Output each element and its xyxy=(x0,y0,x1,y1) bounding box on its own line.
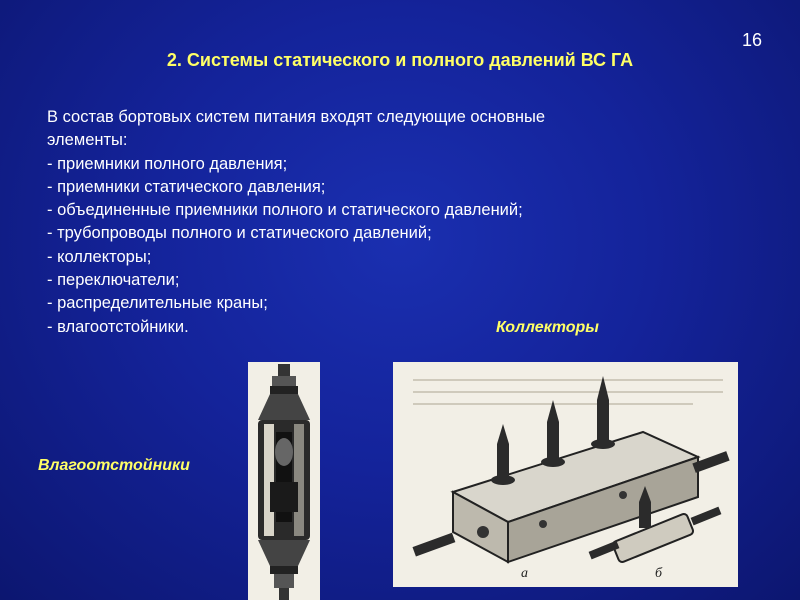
list-item-full-pressure-receivers: - приемники полного давления; xyxy=(47,154,288,173)
caption-collectors: Коллекторы xyxy=(496,319,599,336)
slide-title: 2. Системы статического и полного давлений ВС ГА xyxy=(166,50,634,70)
list-item-switches: - переключатели; xyxy=(47,271,180,290)
body-line-intro: В состав бортовых систем питания входят следующие основные xyxy=(47,108,546,126)
list-item-combined-receivers: - объединенные приемники полного и статического давлений; xyxy=(47,201,523,220)
list-item-pipelines: - трубопроводы полного и статического давлений; xyxy=(47,224,432,243)
caption-water-traps: Влагоотстойники xyxy=(38,457,190,474)
water-trap-illustration xyxy=(248,362,320,600)
collectors-drawing xyxy=(393,362,738,587)
list-item-static-pressure-receivers: - приемники статического давления; xyxy=(47,177,326,196)
body-line-intro-cont: элементы: xyxy=(47,131,128,150)
list-item-distribution-valves: - распределительные краны; xyxy=(47,294,268,313)
figure-label-a: а xyxy=(521,566,528,581)
body-text xyxy=(47,106,747,339)
water-trap-drawing xyxy=(248,362,320,600)
slide-number: 16 xyxy=(741,30,762,50)
collectors-illustration xyxy=(393,362,738,587)
figure-label-b: б xyxy=(655,566,663,581)
list-item-water-traps: - влагоотстойники. xyxy=(47,317,189,336)
list-item-collectors: - коллекторы; xyxy=(47,247,152,266)
